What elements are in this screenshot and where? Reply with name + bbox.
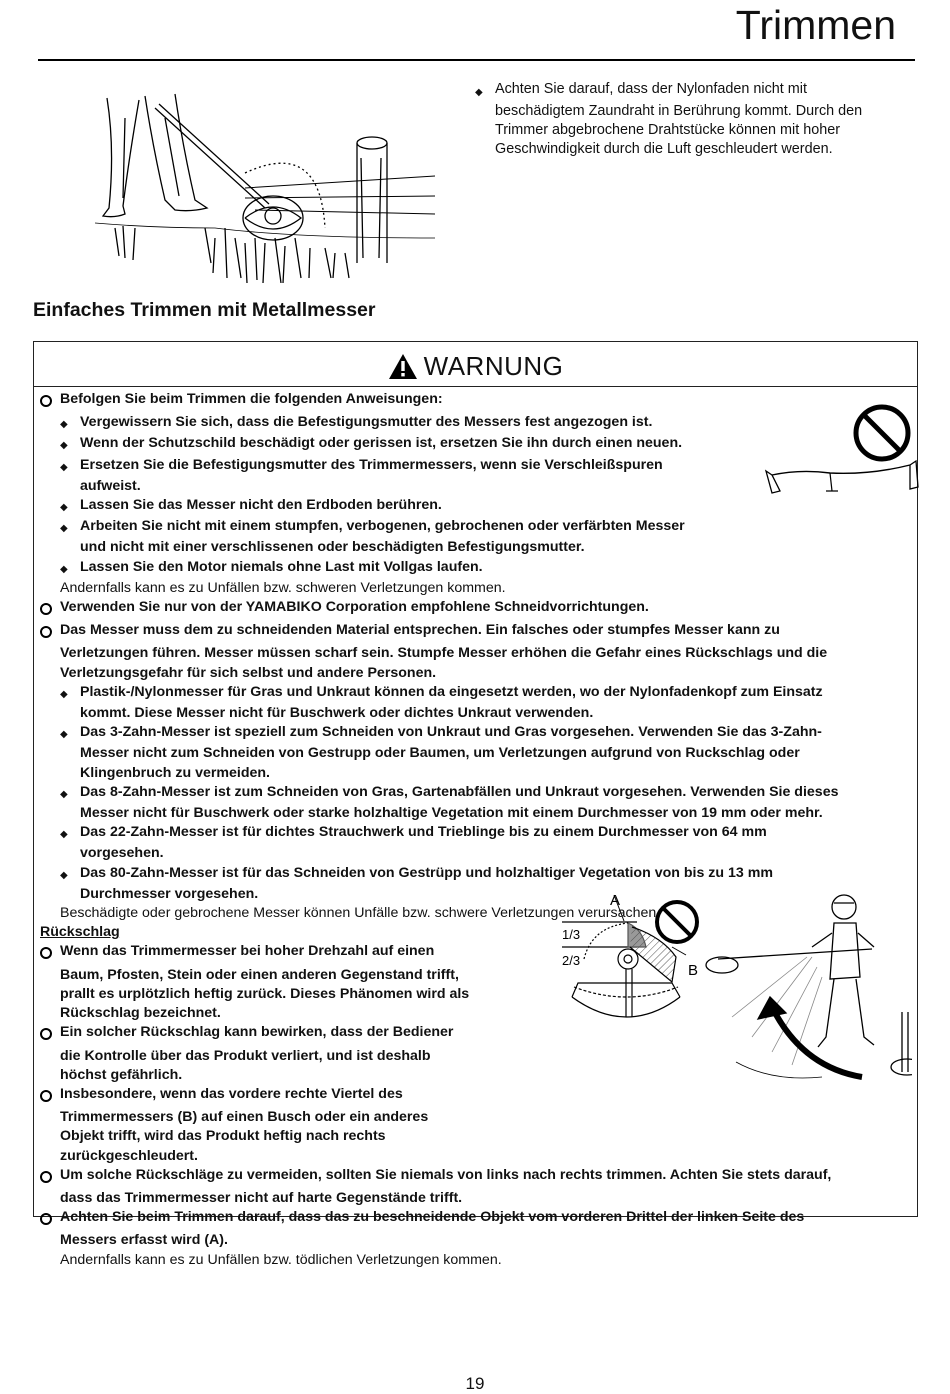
warning-line: [40, 844, 838, 863]
warning-header: [34, 342, 917, 387]
warning-line: [40, 579, 838, 598]
warning-line: [40, 517, 838, 538]
warning-line: [40, 764, 838, 783]
warning-line: [40, 1147, 838, 1166]
warning-line-text: und nicht mit einer verschlissenen oder beschädigten Befestigungsmutter.: [80, 539, 585, 556]
title-divider: [38, 59, 915, 61]
warning-line: [40, 823, 838, 844]
warning-line: [40, 704, 838, 723]
warning-line-text: kommt. Diese Messer nicht für Buschwerk oder dichtes Unkraut verwenden.: [80, 705, 594, 722]
warning-line-text: die Kontrolle über das Produkt verliert, und ist deshalb: [60, 1047, 431, 1064]
warning-line-text: Beschädigte oder gebrochene Messer können Unfälle bzw. schwere Verletzungen verursachen.: [60, 905, 661, 922]
warning-line-text: Das 80-Zahn-Messer ist für das Schneiden von Gestrüpp und holzhaltiger Vegetation von bis zu 13 mm: [80, 864, 773, 881]
warning-line: [40, 477, 838, 496]
warning-line: [40, 1208, 838, 1231]
warning-content: [40, 390, 838, 1270]
warning-line-text: Plastik-/Nylonmesser für Gras und Unkraut können da eingesetzt werden, wo der Nylonfadenkopf zum Einsatz: [80, 683, 823, 700]
warning-line-text: Messer nicht für Buschwerk oder starke holzhaltige Vegetation mit einem Durchmesser von 19 mm oder mehr.: [80, 805, 823, 822]
prohibited-guard-illustration: [760, 395, 920, 503]
note-line: [475, 140, 915, 159]
warning-line-text: Verwenden Sie nur von der YAMABIKO Corporation empfohlene Schneidvorrichtungen.: [60, 599, 649, 616]
warning-line-text: Vergewissern Sie sich, dass die Befestigungsmutter des Messers fest angezogen ist.: [80, 414, 653, 431]
warning-line-text: prallt es urplötzlich heftig zurück. Dieses Phänomen wird als: [60, 985, 470, 1002]
page-title: Trimmen: [735, 2, 896, 48]
warning-line-text: Messers erfasst wird (A).: [60, 1232, 228, 1249]
warning-triangle-icon: [388, 353, 418, 380]
warning-line: [40, 621, 838, 644]
warning-line: [40, 644, 838, 663]
diamond-bullet-icon: ◆: [60, 729, 68, 741]
warning-line-text: Klingenbruch zu vermeiden.: [80, 764, 270, 781]
warning-line-text: Durchmesser vorgesehen.: [80, 885, 259, 902]
warning-line: [40, 1127, 838, 1146]
subsection-heading: Rückschlag: [40, 924, 120, 941]
warning-line-text: Ein solcher Rückschlag kann bewirken, dass der Bediener: [60, 1024, 454, 1041]
warning-box: [33, 341, 918, 1268]
warning-line-text: Rückschlag bezeichnet.: [60, 1005, 221, 1022]
warning-line: [40, 538, 838, 557]
circle-bullet-icon: [40, 1085, 60, 1108]
warning-line: [40, 664, 838, 683]
label-a: A: [610, 892, 621, 909]
warning-line-text: Baum, Pfosten, Stein oder einen anderen Gegenstand trifft,: [60, 966, 459, 983]
note-text: beschädigtem Zaundraht in Berührung kommt. Durch den: [495, 103, 863, 119]
warning-line: [40, 804, 838, 823]
warning-line: [40, 558, 838, 579]
circle-bullet-icon: [40, 1023, 60, 1046]
diamond-bullet-icon: ◆: [60, 523, 68, 535]
warning-line: [40, 1085, 838, 1108]
warning-line-text: dass das Trimmermesser nicht auf harte Gegenstände trifft.: [60, 1189, 463, 1206]
section-heading: Einfaches Trimmen mit Metallmesser: [33, 299, 376, 321]
diamond-bullet-icon: ◆: [475, 87, 483, 98]
diamond-bullet-icon: ◆: [60, 440, 68, 452]
warning-line-text: Andernfalls kann es zu Unfällen bzw. tödlichen Verletzungen kommen.: [60, 1251, 502, 1268]
circle-bullet-icon: [40, 621, 60, 644]
circle-bullet-icon: [40, 598, 60, 621]
warning-line-text: zurückgeschleudert.: [60, 1147, 198, 1164]
warning-line-text: Das 3-Zahn-Messer ist speziell zum Schneiden von Unkraut und Gras vorgesehen. Verwenden Sie das 3-Zahn-: [80, 724, 822, 741]
warning-line-text: Lassen Sie das Messer nicht den Erdboden berühren.: [80, 497, 442, 514]
label-b: B: [688, 962, 699, 979]
note-line: [475, 102, 915, 121]
note-line: [475, 80, 915, 102]
warning-line: [40, 598, 838, 621]
warning-line: [40, 744, 838, 763]
warning-line-text: Arbeiten Sie nicht mit einem stumpfen, verbogenen, gebrochenen oder verfärbten Messer: [80, 518, 685, 535]
wire-warning-note: [475, 80, 915, 159]
warning-line-text: Lassen Sie den Motor niemals ohne Last mit Vollgas laufen.: [80, 558, 483, 575]
warning-line: [40, 683, 838, 704]
warning-line: [40, 434, 838, 455]
note-text: Geschwindigkeit durch die Luft geschleudert werden.: [495, 141, 833, 157]
warning-line: [40, 864, 838, 885]
note-text: Achten Sie darauf, dass der Nylonfaden nicht mit: [495, 81, 807, 97]
warning-line-text: Trimmermessers (B) auf einen Busch oder ein anderes: [60, 1109, 429, 1126]
warning-line-text: Das 8-Zahn-Messer ist zum Schneiden von Gras, Gartenabfällen und Unkraut vorgesehen. Verwenden Sie dieses: [80, 783, 839, 800]
warning-line-text: Insbesondere, wenn das vordere rechte Viertel des: [60, 1085, 403, 1102]
warning-line: [40, 723, 838, 744]
warning-line-text: Achten Sie beim Trimmen darauf, dass das zu beschneidende Objekt vom vorderen Drittel der linken Seite des: [60, 1209, 805, 1226]
circle-bullet-icon: [40, 1208, 60, 1231]
warning-line-text: Befolgen Sie beim Trimmen die folgenden Anweisungen:: [60, 391, 443, 407]
diamond-bullet-icon: ◆: [60, 869, 68, 881]
warning-title: WARNUNG: [423, 351, 564, 381]
warning-line-text: Das 22-Zahn-Messer ist für dichtes Strauchwerk und Trieblinge bis zu einem Durchmesser von 64 mm: [80, 824, 767, 841]
warning-line-text: Ersetzen Sie die Befestigungsmutter des Trimmermessers, wenn sie Verschleißspuren: [80, 456, 663, 473]
warning-line: [40, 1251, 838, 1270]
note-line: [475, 121, 915, 140]
warning-line-text: höchst gefährlich.: [60, 1066, 183, 1083]
warning-line-text: Wenn der Schutzschild beschädigt oder gerissen ist, ersetzen Sie ihn durch einen neuen.: [80, 435, 683, 452]
circle-bullet-icon: [40, 942, 60, 965]
warning-line-text: Verletzungen führen. Messer müssen scharf sein. Stumpfe Messer erhöhen die Gefahr eines Rückschlags und die: [60, 645, 828, 662]
diamond-bullet-icon: ◆: [60, 688, 68, 700]
warning-line: [40, 390, 838, 413]
warning-line-text: Das Messer muss dem zu schneidenden Material entsprechen. Ein falsches oder stumpfes Messer kann zu: [60, 622, 780, 639]
label-third-2: 2/3: [562, 953, 581, 968]
circle-bullet-icon: [40, 1166, 60, 1189]
circle-bullet-icon: [40, 390, 60, 413]
warning-line: [40, 1231, 838, 1250]
warning-line: [40, 1166, 838, 1189]
warning-line-text: Objekt trifft, wird das Produkt heftig nach rechts: [60, 1128, 386, 1145]
warning-line-text: aufweist.: [80, 477, 141, 494]
warning-line: [40, 1189, 838, 1208]
label-third-1: 1/3: [562, 927, 581, 942]
page-number: 19: [465, 1374, 485, 1393]
warning-line-text: Andernfalls kann es zu Unfällen bzw. schweren Verletzungen kommen.: [60, 579, 506, 596]
warning-line-text: Verletzungsgefahr für sich selbst und andere Personen.: [60, 664, 437, 681]
warning-line: [40, 456, 838, 477]
warning-line-text: Um solche Rückschläge zu vermeiden, sollten Sie niemals von links nach rechts trimmen. Achten Sie stets darauf,: [60, 1166, 832, 1183]
diamond-bullet-icon: ◆: [60, 788, 68, 800]
note-text: Trimmer abgebrochene Drahtstücke können mit hoher: [495, 122, 841, 138]
diamond-bullet-icon: ◆: [60, 419, 68, 431]
warning-line-text: Messer nicht zum Schneiden von Gestrupp oder Baumen, um Verletzungen aufgrund von Ruckschlag oder: [80, 745, 800, 762]
diamond-bullet-icon: ◆: [60, 563, 68, 575]
fence-trimming-illustration: [95, 78, 435, 283]
warning-line-text: Wenn das Trimmermesser bei hoher Drehzahl auf einen: [60, 943, 435, 960]
warning-line: [40, 783, 838, 804]
warning-line: [40, 1108, 838, 1127]
kickback-illustration: [522, 887, 912, 1087]
diamond-bullet-icon: ◆: [60, 502, 68, 514]
warning-line: [40, 496, 838, 517]
diamond-bullet-icon: ◆: [60, 829, 68, 841]
warning-line: [40, 413, 838, 434]
warning-line-text: vorgesehen.: [80, 845, 164, 862]
diamond-bullet-icon: ◆: [60, 461, 68, 473]
